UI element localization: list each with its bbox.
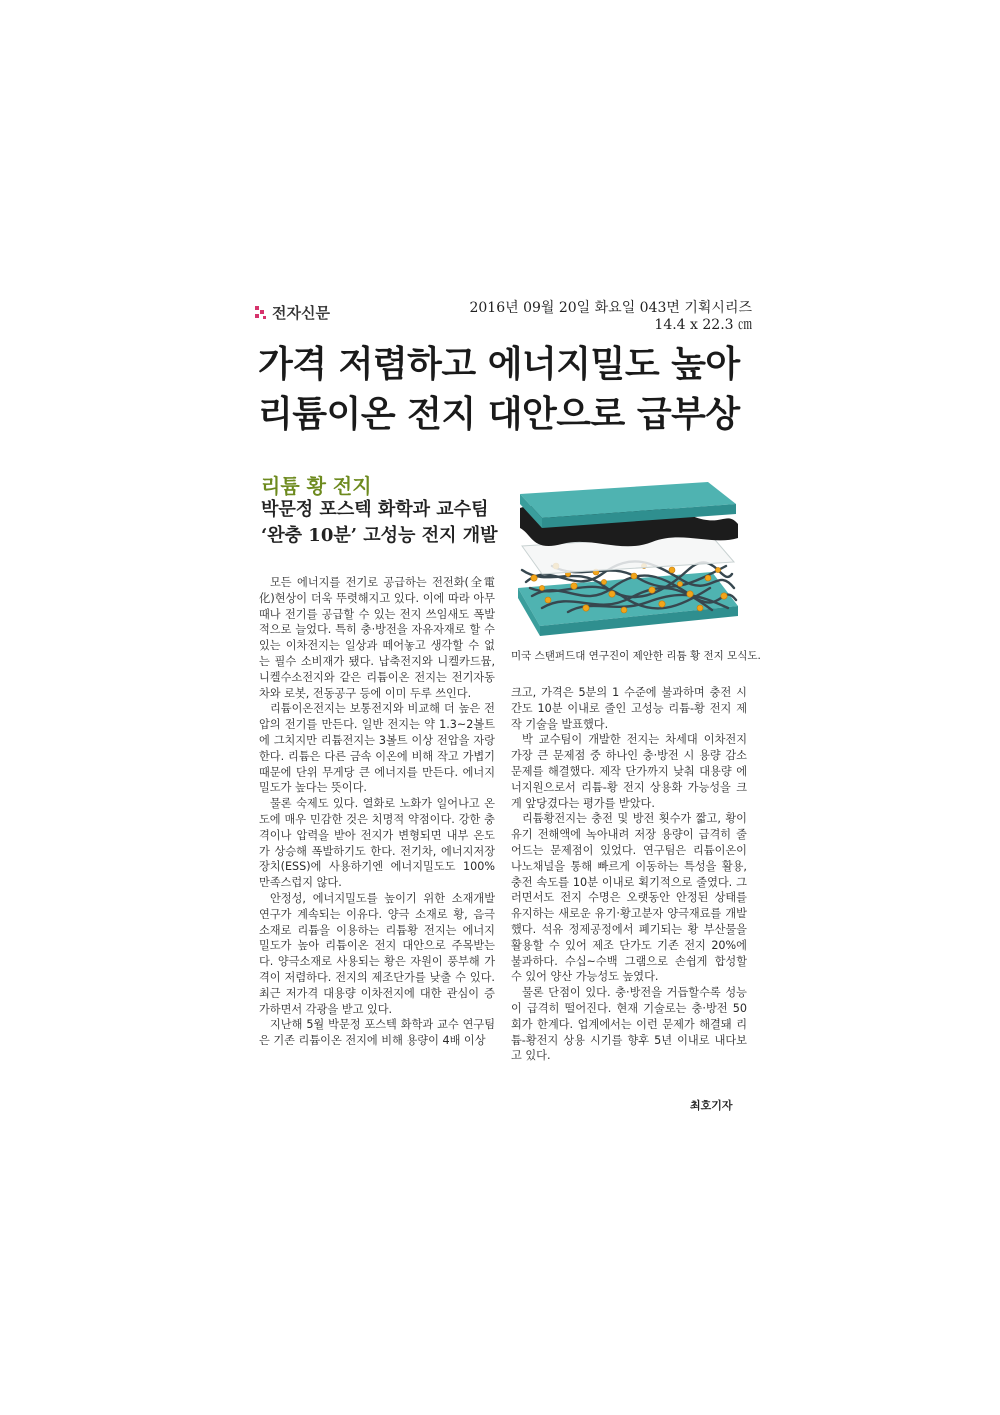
subheads (261, 497, 498, 549)
body-paragraph: 지난해 5월 박문정 포스텍 화학과 교수 연구팀은 기존 리튬이온 전지에 비해 용량이 4배 이상 (259, 1018, 495, 1048)
kicker: 리튬 황 전지 (261, 474, 372, 498)
headline-line-2: 리튬이온 전지 대안으로 급부상 (258, 394, 740, 435)
newspaper-name: 전자신문 (272, 304, 330, 322)
body-paragraph: 모든 에너지를 전기로 공급하는 전전화(全電化)현상이 더욱 뚜렷해지고 있다. 이에 따라 아무 때나 전기를 공급할 수 있는 전지 쓰임새도 폭발적으로 늘었다. 특히 충·방전을 자유자재로 할 수 있는 이차전지는 일상과 떼어놓고 생각할 수 없는 필수 소비재가 됐다. 납축전지와 니켈카드뮴, 니켈수소전지와 같은 리튬이온 전지는 전기자동차와 로봇, 전동공구 등에 이미 두루 쓰인다. (259, 576, 495, 700)
body-paragraph: 물론 단점이 있다. 충·방전을 거듭할수록 성능이 급격히 떨어진다. 현재 기술로는 충·방전 50회가 한계다. 업계에서는 이런 문제가 해결돼 리튬-황전지 상용 시기를 향후 5년 이내로 내다보고 있다. (511, 986, 747, 1063)
headline (258, 340, 740, 440)
article-body-left-column (259, 575, 495, 1049)
body-paragraph: 리튬이온전지는 보통전지와 비교해 더 높은 전압의 전기를 만든다. 일반 전지는 약 1.3~2볼트에 그치지만 리튬전지는 3볼트 이상 전압을 자랑한다. 리튬은 다른 금속 이온에 비해 작고 가볍기 때문에 단위 무게당 큰 에너지를 만든다. 에너지밀도가 높다는 뜻이다. (259, 702, 495, 795)
figure-caption: 미국 스탠퍼드대 연구진이 제안한 리튬 황 전지 모식도. (511, 650, 761, 662)
body-paragraph: 안정성, 에너지밀도를 높이기 위한 소재개발 연구가 계속되는 이유다. 양극 소재로 황, 음극 소재로 리튬을 이용하는 리튬황 전지는 에너지 밀도가 높아 리튬이온 전지 대안으로 주목받는다. 양극소재로 사용되는 황은 자원이 풍부해 가격이 저렴하다. 전지의 제조단가를 낮출 수 있다. 최근 저가격 대용량 이차전지에 대한 관심이 증가하면서 각광을 받고 있다. (259, 891, 495, 1016)
headline-line-1: 가격 저렴하고 에너지밀도 높아 (258, 344, 740, 385)
body-paragraph: 크고, 가격은 5분의 1 수준에 불과하며 충전 시간도 10분 이내로 줄인 고성능 리튬-황 전지 제작 기술을 발표했다. (511, 686, 747, 731)
newspaper-logo (254, 302, 330, 323)
date-line: 2016년 09월 20일 화요일 043면 기획시리즈 (469, 300, 752, 316)
byline: 최호기자 (690, 1099, 733, 1112)
article-body-right-column (511, 685, 747, 1064)
battery-diagram-svg (512, 470, 744, 642)
battery-diagram (512, 470, 744, 642)
size-line: 14.4 x 22.3 ㎝ (654, 317, 752, 333)
body-paragraph: 리튬황전지는 충전 및 방전 횟수가 짧고, 황이 유기 전해액에 녹아내려 저장 용량이 급격히 줄어드는 문제점이 있었다. 연구팀은 리튬이온이 나노채널을 통해 빠르게 이동하는 특성을 활용, 충전 속도를 10분 이내로 획기적으로 줄였다. 그러면서도 전지 수명은 오랫동안 안정된 상태를 유지하는 새로운 유기·황고분자 양극재료를 개발했다. 석유 정제공정에서 폐기되는 황 부산물을 활용할 수 있어 제조 단가도 기존 전지 20%에 불과하다. 수십~수백 그램으로 손쉽게 합성할 수 있어 양산 가능성도 높였다. (511, 812, 747, 984)
publication-meta (469, 300, 752, 334)
logo-mark-icon (254, 305, 268, 321)
body-paragraph: 물론 숙제도 있다. 열화로 노화가 일어나고 온도에 매우 민감한 것은 치명적 약점이다. 강한 충격이나 압력을 받아 전지가 변형되면 내부 온도가 상승해 폭발하기도 한다. 전기차, 에너지저장장치(ESS)에 사용하기엔 에너지밀도도 100% 만족스럽지 않다. (259, 797, 495, 890)
subhead-2: ‘완충 10분’ 고성능 전지 개발 (261, 525, 498, 546)
body-paragraph: 박 교수팀이 개발한 전지는 차세대 이차전지 가장 큰 문제점 중 하나인 충·방전 시 용량 감소 문제를 해결했다. 제작 단가까지 낮춰 대용량 에너지원으로서 리튬-황 전지 상용화 가능성을 크게 앞당겼다는 평가를 받았다. (511, 733, 747, 810)
subhead-1: 박문정 포스텍 화학과 교수팀 (261, 499, 489, 520)
